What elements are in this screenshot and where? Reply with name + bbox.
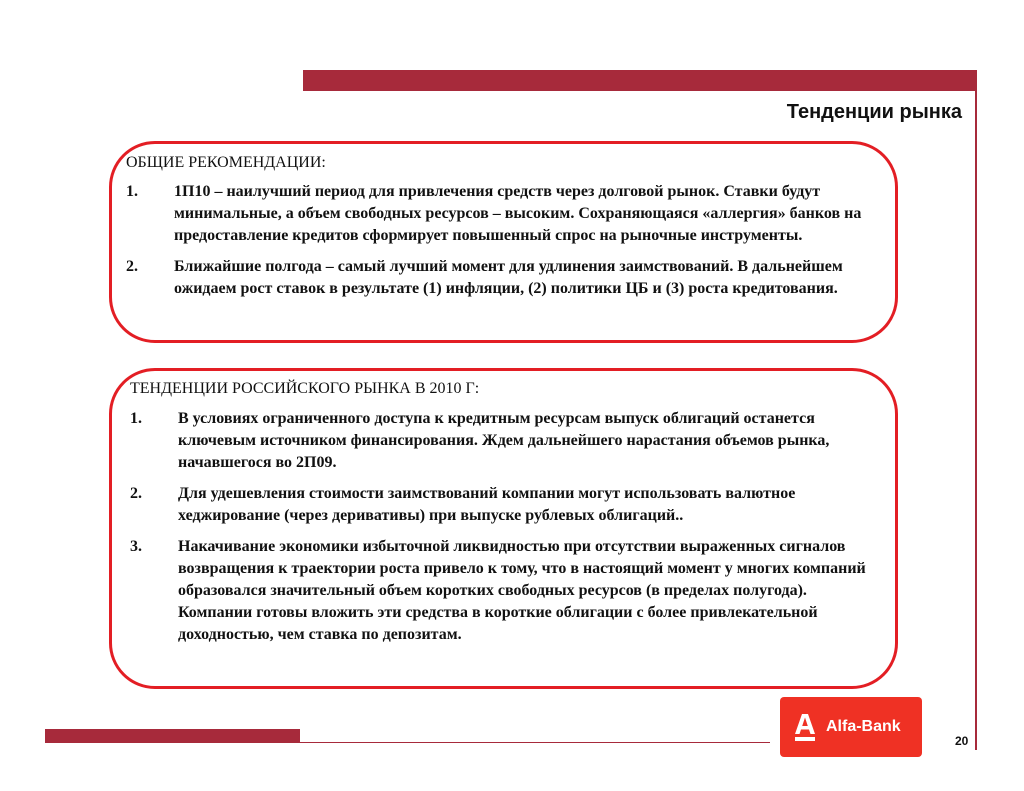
list-item-text: Для удешевления стоимости заимствований компании могут использовать валютное хеджирование (через деривативы) при выпуске рублевых облигаций.. <box>178 485 796 524</box>
general-recommendations-box <box>109 141 898 343</box>
list-item <box>130 483 880 527</box>
alfa-bank-logo <box>780 697 922 757</box>
alfa-a-icon <box>794 712 816 742</box>
market-trends-box <box>109 368 898 689</box>
page-number: 20 <box>955 734 969 748</box>
list-item-number: 3. <box>130 538 142 555</box>
market-trends-list <box>130 408 880 655</box>
list-item-text: 1П10 – наилучший период для привлечения средств через долговой рынок. Ставки будут минимальные, а объем свободных ресурсов – высоким. Сохраняющаяся «аллергия» банков на предоставление кредитов сформирует повышенный спрос на рыночные инструменты. <box>174 183 862 244</box>
list-item-number: 1. <box>126 183 138 200</box>
top-accent-bar <box>303 70 976 91</box>
logo-text: Alfa-Bank <box>826 718 901 735</box>
slide-title: Тенденции рынка <box>786 101 962 123</box>
list-item <box>130 536 880 646</box>
list-item-number: 2. <box>130 485 142 502</box>
general-recommendations-heading: ОБЩИЕ РЕКОМЕНДАЦИИ: <box>126 154 326 171</box>
list-item-text: В условиях ограниченного доступа к кредитным ресурсам выпуск облигаций останется ключевым источником финансирования. Ждем дальнейшего нарастания объемов рынка, начавшегося во 2П09. <box>178 410 830 471</box>
bottom-accent-bar <box>45 729 300 743</box>
list-item-text: Ближайшие полгода – самый лучший момент для удлинения заимствований. В дальнейшем ожидаем рост ставок в результате (1) инфляции, (2) политики ЦБ и (3) роста кредитования. <box>174 258 843 297</box>
list-item-text: Накачивание экономики избыточной ликвидностью при отсутствии выраженных сигналов возвращения к траектории роста привело к тому, что в настоящий момент у многих компаний образовался значительный объем коротких свободных ресурсов (в пределах полугода). Компании готовы вложить эти средства в короткие облигации с более привлекательной доходностью, чем ставка по депозитам. <box>178 538 866 643</box>
general-recommendations-list <box>126 181 891 309</box>
list-item-number: 1. <box>130 410 142 427</box>
list-item <box>126 181 891 247</box>
market-trends-heading: ТЕНДЕНЦИИ РОССИЙСКОГО РЫНКА В 2010 Г: <box>130 380 480 397</box>
list-item <box>126 256 891 300</box>
right-border-line <box>975 70 977 750</box>
bottom-divider-line <box>300 742 770 743</box>
list-item-number: 2. <box>126 258 138 275</box>
list-item <box>130 408 880 474</box>
